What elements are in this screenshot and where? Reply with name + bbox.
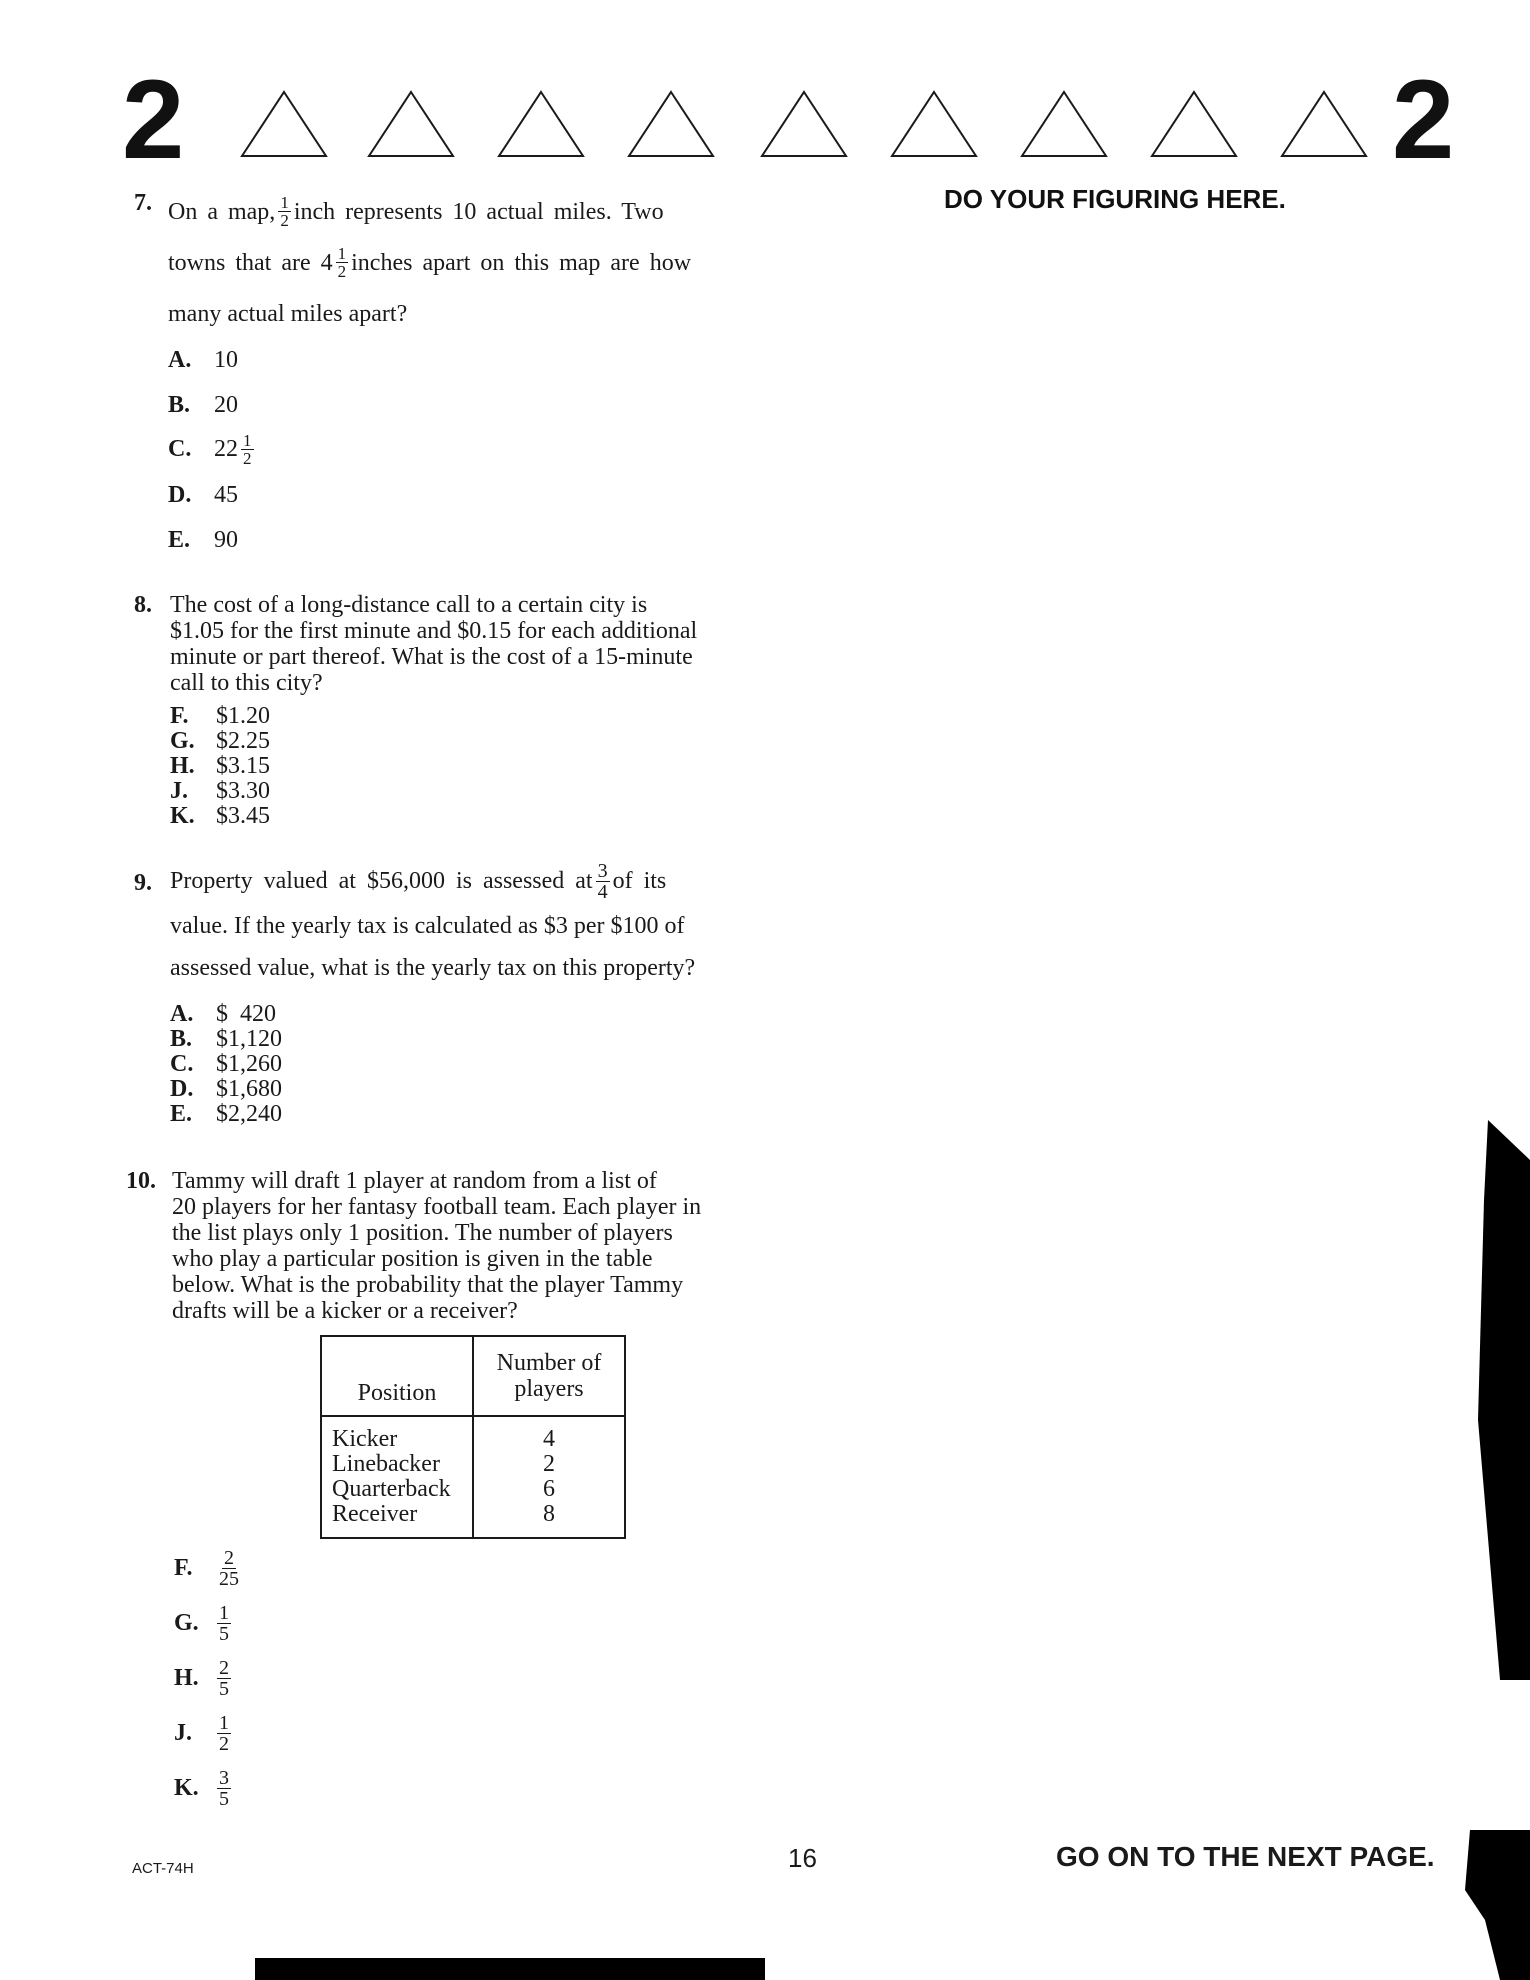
question-number: 10. xyxy=(126,1168,156,1194)
question-number: 8. xyxy=(134,592,152,618)
fraction: $\frac{1}{2}$ xyxy=(243,431,252,468)
table-cell: Linebacker xyxy=(321,1452,473,1477)
fraction: $\frac{1}{2}$ xyxy=(337,244,347,281)
fraction: $\frac{1}{2}$ xyxy=(219,1712,229,1755)
question-number: 7. xyxy=(134,190,152,216)
triangle-outline-icon xyxy=(1018,88,1110,160)
question-text: Property valued at $56,000 is assessed at $\frac{3}{4}$ of its value. If the yearly tax is calculated as $3 per $100 of assessed value, what is the yearly tax on this property? xyxy=(170,859,696,981)
answer-choice[interactable]: G. $2.25 xyxy=(170,728,270,754)
scan-shadow-right xyxy=(1470,1120,1530,1680)
column-header: Position xyxy=(321,1336,473,1416)
next-page-note: GO ON TO THE NEXT PAGE. xyxy=(1056,1841,1435,1872)
scan-shadow-corner xyxy=(1455,1830,1530,1980)
fraction: $\frac{1}{5}$ xyxy=(219,1602,229,1645)
fraction: $\frac{3}{4}$ xyxy=(597,859,608,903)
triangle-outline-icon xyxy=(238,88,330,160)
question-text: On a map, $\frac{1}{2}$ inch represents 10 actual miles. Two towns that are 4 $\frac{1}{2}$ inches apart on this map are how many actual miles apart? xyxy=(168,193,692,327)
answer-choice[interactable]: J. $3.30 xyxy=(170,778,270,804)
answer-choice[interactable]: J. $\frac{1}{2}$ xyxy=(174,1712,229,1755)
triangle-outline-icon xyxy=(758,88,850,160)
question-text: Tammy will draft 1 player at random from a list of 20 players for her fantasy football team. Each player in the list plays only 1 position. The number of players who play a particular position is given in the table below. What is the probability that the player Tammy drafts will be a kicker or a receiver? xyxy=(172,1168,702,1324)
section-number-left: 2 xyxy=(122,57,185,182)
form-code: ACT-74H xyxy=(132,1860,194,1877)
table-cell: Quarterback xyxy=(321,1477,473,1502)
table-row xyxy=(321,1416,625,1452)
figuring-note: DO YOUR FIGURING HERE. xyxy=(944,184,1286,214)
table-row xyxy=(321,1452,625,1477)
fraction: $\frac{3}{5}$ xyxy=(219,1767,229,1810)
triangle-outline-icon xyxy=(625,88,717,160)
table-cell: Kicker xyxy=(321,1416,473,1452)
answer-choice[interactable]: E. 90 xyxy=(168,527,238,553)
answer-list xyxy=(170,1002,282,1127)
scan-shadow-bottom xyxy=(255,1958,765,1980)
triangle-outline-icon xyxy=(1148,88,1240,160)
table-cell: Receiver xyxy=(321,1502,473,1538)
answer-choice[interactable]: F. $1.20 xyxy=(170,703,270,729)
answer-choice[interactable]: K. $3.45 xyxy=(170,803,270,829)
table-row xyxy=(321,1477,625,1502)
answer-choice[interactable]: A. 10 xyxy=(168,347,238,373)
question-number: 9. xyxy=(134,870,152,896)
answer-choice[interactable]: C. $1,260 xyxy=(170,1051,282,1077)
triangle-outline-icon xyxy=(888,88,980,160)
fraction: $\frac{2}{5}$ xyxy=(219,1657,229,1700)
answer-choice[interactable]: F. $\frac{2}{25}$ xyxy=(174,1547,239,1590)
section-number-right: 2 xyxy=(1392,57,1455,182)
triangle-outline-icon xyxy=(495,88,587,160)
table-cell: 8 xyxy=(543,1501,555,1527)
answer-choice[interactable]: K. $\frac{3}{5}$ xyxy=(174,1767,229,1810)
answer-choice[interactable]: H. $\frac{2}{5}$ xyxy=(174,1657,229,1700)
table-cell: 4 xyxy=(543,1426,555,1452)
answer-choice[interactable]: B. $1,120 xyxy=(170,1026,282,1052)
answer-choice[interactable]: B. 20 xyxy=(168,392,238,418)
page-number: 16 xyxy=(788,1843,817,1873)
question-text: The cost of a long-distance call to a certain city is $1.05 for the first minute and $0.15 for each additional minute or part thereof. What is the cost of a 15-minute call to this city? xyxy=(170,592,698,696)
table-cell: 6 xyxy=(543,1476,555,1502)
answer-choice[interactable]: H. $3.15 xyxy=(170,753,270,779)
table-header-row xyxy=(321,1336,625,1416)
answer-choice[interactable]: D. 45 xyxy=(168,482,238,508)
answer-choice[interactable]: G. $\frac{1}{5}$ xyxy=(174,1602,229,1645)
fraction: $\frac{2}{25}$ xyxy=(219,1547,239,1590)
answer-choice[interactable]: A. $ 420 xyxy=(170,1001,276,1027)
answer-list xyxy=(170,704,270,829)
column-header: Number of players xyxy=(473,1336,625,1416)
fraction: $\frac{1}{2}$ xyxy=(280,193,289,230)
table-cell: 2 xyxy=(543,1451,555,1477)
triangle-outline-icon xyxy=(1278,88,1370,160)
answer-choice[interactable]: C. 22 $\frac{1}{2}$ xyxy=(168,431,252,468)
answer-choice[interactable]: D. $1,680 xyxy=(170,1076,282,1102)
table-row xyxy=(321,1502,625,1538)
position-table xyxy=(320,1335,626,1539)
triangle-outline-icon xyxy=(365,88,457,160)
answer-choice[interactable]: E. $2,240 xyxy=(170,1101,282,1127)
